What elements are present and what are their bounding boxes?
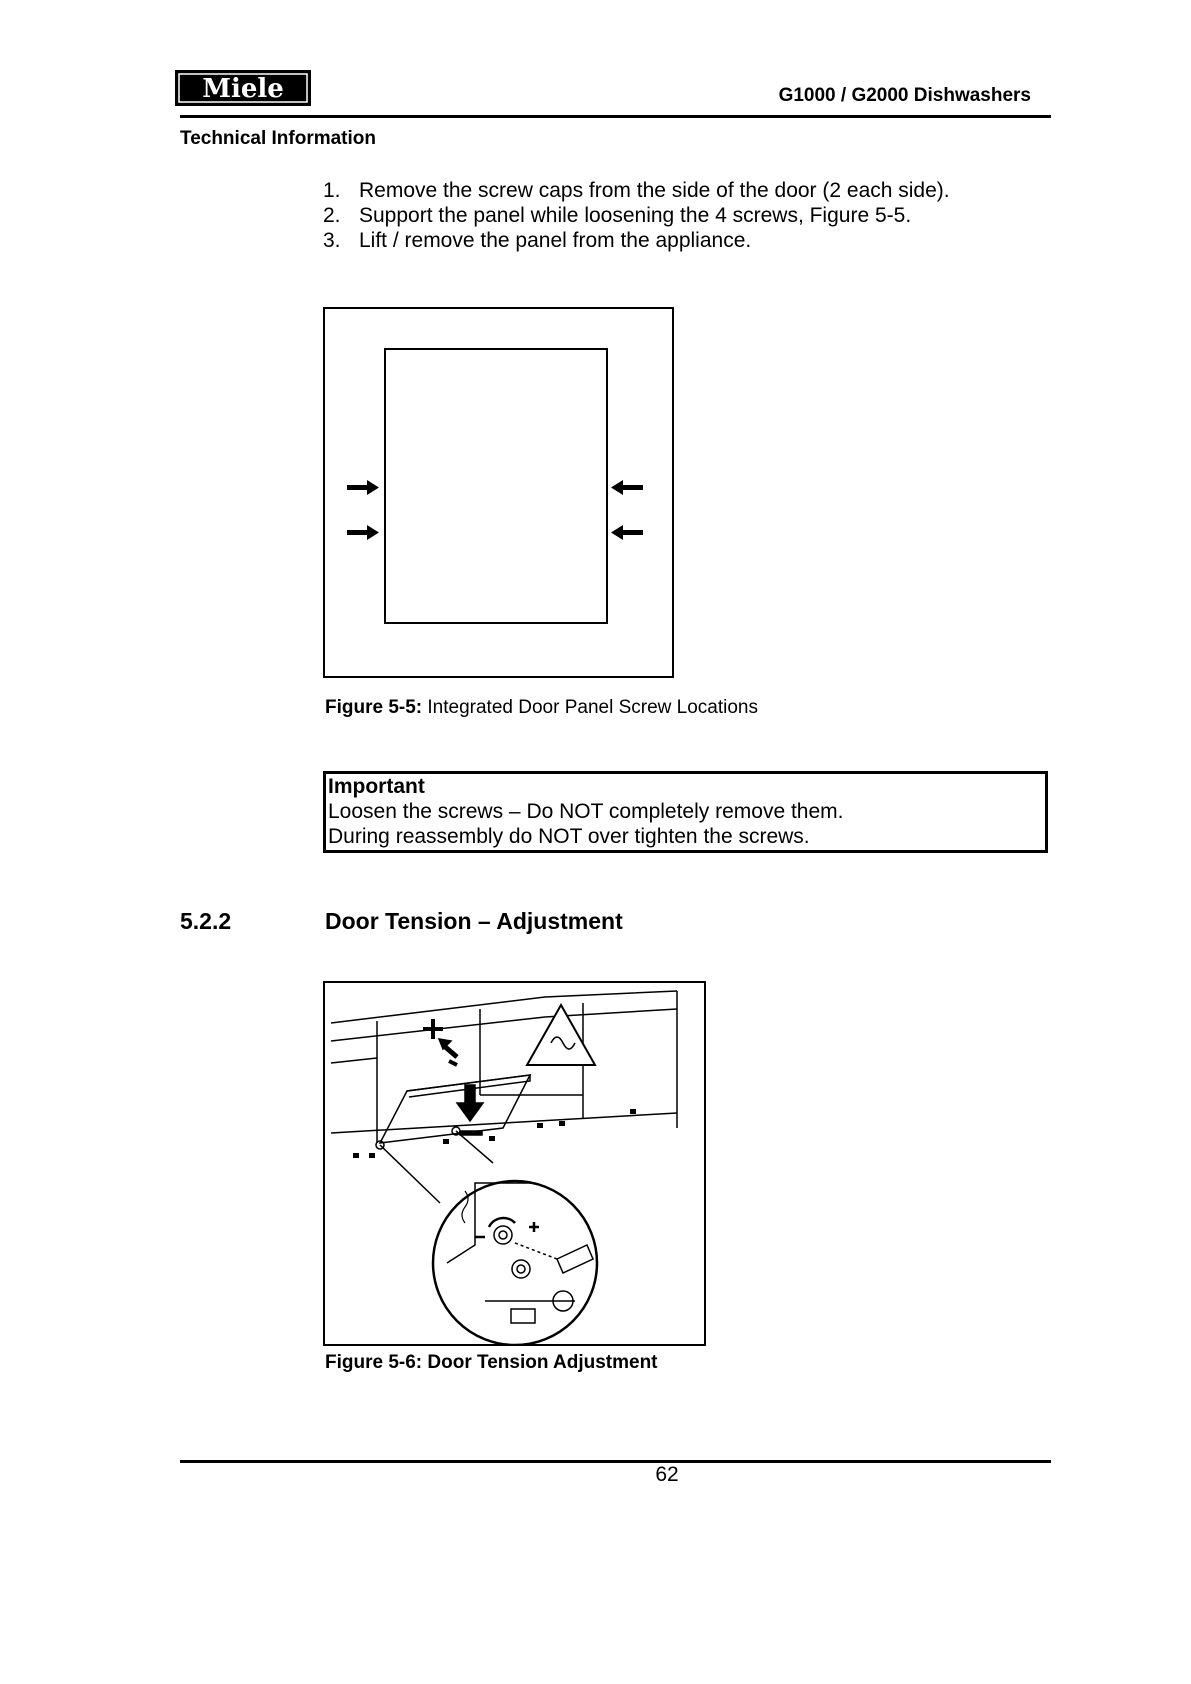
step-item: 2. Support the panel while loosening the 4 screws, Figure 5-5. xyxy=(323,204,912,227)
step-item: 1. Remove the screw caps from the side of the door (2 each side). xyxy=(323,179,950,202)
door-panel-outline xyxy=(385,349,607,623)
screw-arrow-right-lower xyxy=(611,525,643,540)
section-number: 5.2.2 xyxy=(180,908,232,934)
header-divider xyxy=(180,115,1051,118)
screw-arrow-right-upper xyxy=(611,480,643,495)
step-item: 3. Lift / remove the panel from the appliance. xyxy=(323,229,752,252)
page-number: 62 xyxy=(655,1463,679,1486)
section-title: Door Tension – Adjustment xyxy=(325,908,623,934)
important-line: Loosen the screws – Do NOT completely remove them. xyxy=(328,800,844,823)
important-line: During reassembly do NOT over tighten the screws. xyxy=(328,825,810,848)
svg-text:Miele: Miele xyxy=(202,74,284,104)
figure-5-5-caption: Figure 5-5: Integrated Door Panel Screw Locations xyxy=(325,697,758,718)
important-notice xyxy=(323,771,1048,853)
important-title: Important xyxy=(328,775,425,798)
figure-5-6-caption: Figure 5-6: Door Tension Adjustment xyxy=(325,1352,658,1373)
document-title: G1000 / G2000 Dishwashers xyxy=(778,85,1031,106)
figure-door-tension-adjustment xyxy=(323,981,706,1346)
figure-door-panel-screws xyxy=(323,307,674,678)
instruction-steps xyxy=(323,178,950,253)
screw-arrow-left-lower xyxy=(347,525,379,540)
miele-logo xyxy=(175,70,311,106)
screw-arrow-left-upper xyxy=(347,480,379,495)
section-label: Technical Information xyxy=(180,128,377,149)
